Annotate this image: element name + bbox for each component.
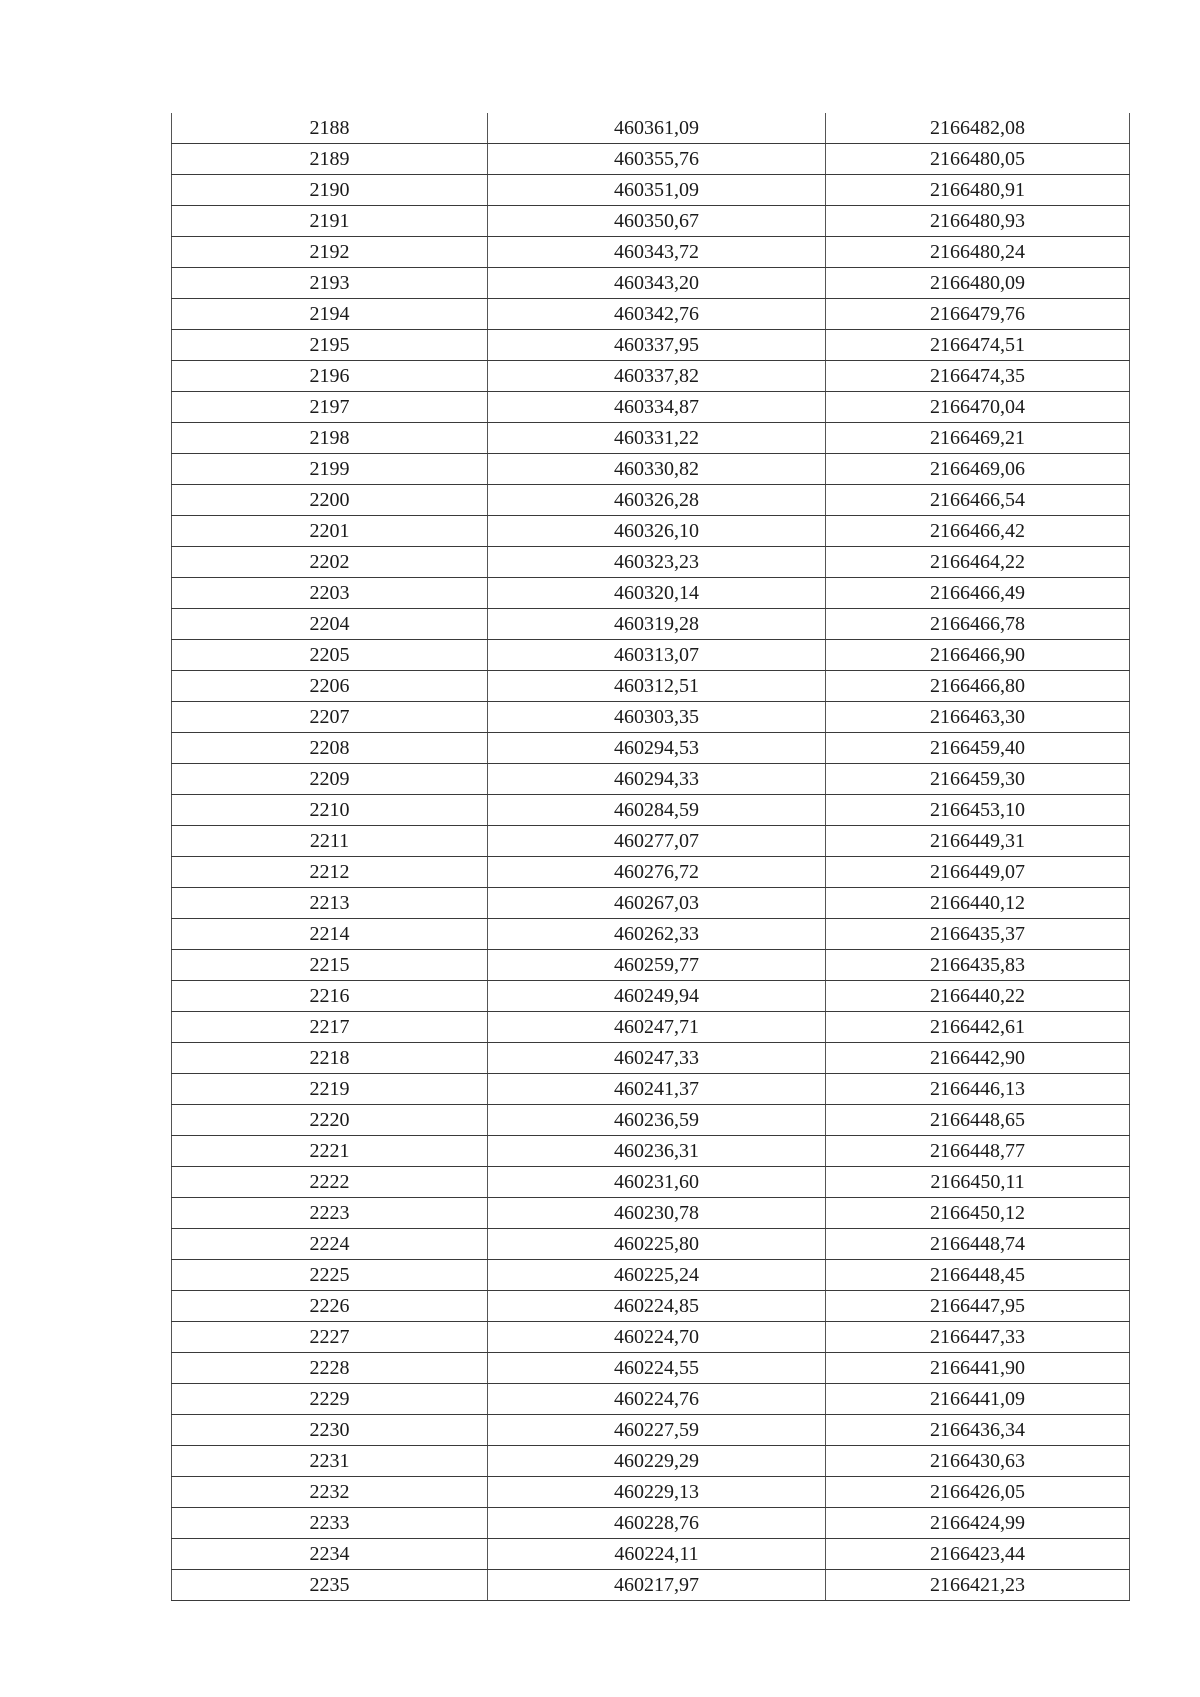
point-number-cell: 2194 [172, 299, 488, 330]
x-coordinate-cell: 460276,72 [488, 857, 826, 888]
point-number-cell: 2232 [172, 1477, 488, 1508]
y-coordinate-cell: 2166448,74 [826, 1229, 1130, 1260]
y-coordinate-cell: 2166448,77 [826, 1136, 1130, 1167]
table-row [172, 950, 1130, 981]
table-row [172, 671, 1130, 702]
y-coordinate-cell: 2166446,13 [826, 1074, 1130, 1105]
x-coordinate-cell: 460330,82 [488, 454, 826, 485]
x-coordinate-cell: 460259,77 [488, 950, 826, 981]
x-coordinate-cell: 460320,14 [488, 578, 826, 609]
table-row [172, 454, 1130, 485]
x-coordinate-cell: 460236,59 [488, 1105, 826, 1136]
table-row [172, 1105, 1130, 1136]
table-row [172, 113, 1130, 144]
point-number-cell: 2191 [172, 206, 488, 237]
y-coordinate-cell: 2166470,04 [826, 392, 1130, 423]
point-number-cell: 2234 [172, 1539, 488, 1570]
x-coordinate-cell: 460227,59 [488, 1415, 826, 1446]
table-row [172, 423, 1130, 454]
point-number-cell: 2210 [172, 795, 488, 826]
y-coordinate-cell: 2166474,35 [826, 361, 1130, 392]
point-number-cell: 2206 [172, 671, 488, 702]
table-row [172, 485, 1130, 516]
x-coordinate-cell: 460229,13 [488, 1477, 826, 1508]
y-coordinate-cell: 2166442,90 [826, 1043, 1130, 1074]
y-coordinate-cell: 2166449,31 [826, 826, 1130, 857]
y-coordinate-cell: 2166480,09 [826, 268, 1130, 299]
x-coordinate-cell: 460231,60 [488, 1167, 826, 1198]
y-coordinate-cell: 2166436,34 [826, 1415, 1130, 1446]
table-row [172, 1136, 1130, 1167]
point-number-cell: 2205 [172, 640, 488, 671]
x-coordinate-cell: 460337,82 [488, 361, 826, 392]
y-coordinate-cell: 2166469,21 [826, 423, 1130, 454]
x-coordinate-cell: 460262,33 [488, 919, 826, 950]
point-number-cell: 2207 [172, 702, 488, 733]
point-number-cell: 2229 [172, 1384, 488, 1415]
point-number-cell: 2214 [172, 919, 488, 950]
y-coordinate-cell: 2166466,54 [826, 485, 1130, 516]
table-row [172, 268, 1130, 299]
x-coordinate-cell: 460224,55 [488, 1353, 826, 1384]
table-row [172, 826, 1130, 857]
x-coordinate-cell: 460277,07 [488, 826, 826, 857]
point-number-cell: 2211 [172, 826, 488, 857]
table-row [172, 144, 1130, 175]
table-row [172, 1043, 1130, 1074]
y-coordinate-cell: 2166480,24 [826, 237, 1130, 268]
point-number-cell: 2195 [172, 330, 488, 361]
y-coordinate-cell: 2166466,49 [826, 578, 1130, 609]
y-coordinate-cell: 2166441,90 [826, 1353, 1130, 1384]
x-coordinate-cell: 460217,97 [488, 1570, 826, 1601]
y-coordinate-cell: 2166466,42 [826, 516, 1130, 547]
x-coordinate-cell: 460267,03 [488, 888, 826, 919]
table-row [172, 1384, 1130, 1415]
point-number-cell: 2231 [172, 1446, 488, 1477]
table-row [172, 1012, 1130, 1043]
x-coordinate-cell: 460319,28 [488, 609, 826, 640]
y-coordinate-cell: 2166447,33 [826, 1322, 1130, 1353]
point-number-cell: 2200 [172, 485, 488, 516]
y-coordinate-cell: 2166480,05 [826, 144, 1130, 175]
y-coordinate-cell: 2166440,12 [826, 888, 1130, 919]
point-number-cell: 2202 [172, 547, 488, 578]
x-coordinate-cell: 460334,87 [488, 392, 826, 423]
table-row [172, 1198, 1130, 1229]
point-number-cell: 2208 [172, 733, 488, 764]
x-coordinate-cell: 460224,11 [488, 1539, 826, 1570]
y-coordinate-cell: 2166459,40 [826, 733, 1130, 764]
x-coordinate-cell: 460326,10 [488, 516, 826, 547]
point-number-cell: 2227 [172, 1322, 488, 1353]
y-coordinate-cell: 2166447,95 [826, 1291, 1130, 1322]
x-coordinate-cell: 460294,53 [488, 733, 826, 764]
point-number-cell: 2217 [172, 1012, 488, 1043]
point-number-cell: 2215 [172, 950, 488, 981]
x-coordinate-cell: 460225,24 [488, 1260, 826, 1291]
table-row [172, 1353, 1130, 1384]
table-row [172, 857, 1130, 888]
point-number-cell: 2235 [172, 1570, 488, 1601]
y-coordinate-cell: 2166464,22 [826, 547, 1130, 578]
point-number-cell: 2212 [172, 857, 488, 888]
y-coordinate-cell: 2166466,78 [826, 609, 1130, 640]
point-number-cell: 2224 [172, 1229, 488, 1260]
table-row [172, 1322, 1130, 1353]
table-row [172, 795, 1130, 826]
x-coordinate-cell: 460351,09 [488, 175, 826, 206]
x-coordinate-cell: 460343,20 [488, 268, 826, 299]
table-row [172, 299, 1130, 330]
table-row [172, 1074, 1130, 1105]
x-coordinate-cell: 460228,76 [488, 1508, 826, 1539]
table-row [172, 330, 1130, 361]
x-coordinate-cell: 460355,76 [488, 144, 826, 175]
point-number-cell: 2230 [172, 1415, 488, 1446]
point-number-cell: 2192 [172, 237, 488, 268]
table-row [172, 1260, 1130, 1291]
x-coordinate-cell: 460331,22 [488, 423, 826, 454]
point-number-cell: 2218 [172, 1043, 488, 1074]
x-coordinate-cell: 460361,09 [488, 113, 826, 144]
x-coordinate-cell: 460247,71 [488, 1012, 826, 1043]
x-coordinate-cell: 460247,33 [488, 1043, 826, 1074]
y-coordinate-cell: 2166469,06 [826, 454, 1130, 485]
table-row [172, 1415, 1130, 1446]
y-coordinate-cell: 2166442,61 [826, 1012, 1130, 1043]
y-coordinate-cell: 2166440,22 [826, 981, 1130, 1012]
x-coordinate-cell: 460284,59 [488, 795, 826, 826]
point-number-cell: 2226 [172, 1291, 488, 1322]
table-row [172, 981, 1130, 1012]
x-coordinate-cell: 460224,76 [488, 1384, 826, 1415]
table-row [172, 175, 1130, 206]
x-coordinate-cell: 460230,78 [488, 1198, 826, 1229]
table-row [172, 702, 1130, 733]
x-coordinate-cell: 460343,72 [488, 237, 826, 268]
y-coordinate-cell: 2166482,08 [826, 113, 1130, 144]
x-coordinate-cell: 460236,31 [488, 1136, 826, 1167]
point-number-cell: 2193 [172, 268, 488, 299]
point-number-cell: 2198 [172, 423, 488, 454]
point-number-cell: 2221 [172, 1136, 488, 1167]
point-number-cell: 2219 [172, 1074, 488, 1105]
coordinates-table [171, 113, 1130, 1601]
point-number-cell: 2204 [172, 609, 488, 640]
table-row [172, 1508, 1130, 1539]
y-coordinate-cell: 2166479,76 [826, 299, 1130, 330]
y-coordinate-cell: 2166424,99 [826, 1508, 1130, 1539]
y-coordinate-cell: 2166423,44 [826, 1539, 1130, 1570]
table-row [172, 237, 1130, 268]
table-row [172, 1570, 1130, 1601]
point-number-cell: 2196 [172, 361, 488, 392]
point-number-cell: 2201 [172, 516, 488, 547]
table-row [172, 578, 1130, 609]
point-number-cell: 2188 [172, 113, 488, 144]
table-row [172, 764, 1130, 795]
point-number-cell: 2199 [172, 454, 488, 485]
point-number-cell: 2209 [172, 764, 488, 795]
y-coordinate-cell: 2166448,65 [826, 1105, 1130, 1136]
point-number-cell: 2213 [172, 888, 488, 919]
x-coordinate-cell: 460337,95 [488, 330, 826, 361]
y-coordinate-cell: 2166450,12 [826, 1198, 1130, 1229]
point-number-cell: 2233 [172, 1508, 488, 1539]
table-row [172, 516, 1130, 547]
y-coordinate-cell: 2166480,93 [826, 206, 1130, 237]
x-coordinate-cell: 460323,23 [488, 547, 826, 578]
point-number-cell: 2190 [172, 175, 488, 206]
x-coordinate-cell: 460224,70 [488, 1322, 826, 1353]
x-coordinate-cell: 460303,35 [488, 702, 826, 733]
x-coordinate-cell: 460313,07 [488, 640, 826, 671]
table-row [172, 733, 1130, 764]
table-row [172, 919, 1130, 950]
x-coordinate-cell: 460225,80 [488, 1229, 826, 1260]
y-coordinate-cell: 2166421,23 [826, 1570, 1130, 1601]
x-coordinate-cell: 460249,94 [488, 981, 826, 1012]
y-coordinate-cell: 2166450,11 [826, 1167, 1130, 1198]
x-coordinate-cell: 460229,29 [488, 1446, 826, 1477]
x-coordinate-cell: 460294,33 [488, 764, 826, 795]
point-number-cell: 2189 [172, 144, 488, 175]
table-row [172, 1167, 1130, 1198]
x-coordinate-cell: 460241,37 [488, 1074, 826, 1105]
table-row [172, 361, 1130, 392]
point-number-cell: 2228 [172, 1353, 488, 1384]
x-coordinate-cell: 460326,28 [488, 485, 826, 516]
table-row [172, 1446, 1130, 1477]
y-coordinate-cell: 2166430,63 [826, 1446, 1130, 1477]
x-coordinate-cell: 460350,67 [488, 206, 826, 237]
table-row [172, 206, 1130, 237]
y-coordinate-cell: 2166448,45 [826, 1260, 1130, 1291]
y-coordinate-cell: 2166435,37 [826, 919, 1130, 950]
point-number-cell: 2203 [172, 578, 488, 609]
y-coordinate-cell: 2166426,05 [826, 1477, 1130, 1508]
table-row [172, 1291, 1130, 1322]
y-coordinate-cell: 2166466,80 [826, 671, 1130, 702]
x-coordinate-cell: 460342,76 [488, 299, 826, 330]
table-row [172, 392, 1130, 423]
y-coordinate-cell: 2166449,07 [826, 857, 1130, 888]
table-row [172, 888, 1130, 919]
table-row [172, 1229, 1130, 1260]
x-coordinate-cell: 460312,51 [488, 671, 826, 702]
point-number-cell: 2222 [172, 1167, 488, 1198]
point-number-cell: 2197 [172, 392, 488, 423]
table-row [172, 1477, 1130, 1508]
point-number-cell: 2225 [172, 1260, 488, 1291]
table-row [172, 640, 1130, 671]
point-number-cell: 2223 [172, 1198, 488, 1229]
point-number-cell: 2216 [172, 981, 488, 1012]
table-row [172, 1539, 1130, 1570]
y-coordinate-cell: 2166480,91 [826, 175, 1130, 206]
table-row [172, 609, 1130, 640]
y-coordinate-cell: 2166474,51 [826, 330, 1130, 361]
point-number-cell: 2220 [172, 1105, 488, 1136]
coordinates-table-body [172, 113, 1130, 1601]
y-coordinate-cell: 2166463,30 [826, 702, 1130, 733]
y-coordinate-cell: 2166466,90 [826, 640, 1130, 671]
y-coordinate-cell: 2166435,83 [826, 950, 1130, 981]
x-coordinate-cell: 460224,85 [488, 1291, 826, 1322]
y-coordinate-cell: 2166459,30 [826, 764, 1130, 795]
y-coordinate-cell: 2166453,10 [826, 795, 1130, 826]
table-row [172, 547, 1130, 578]
y-coordinate-cell: 2166441,09 [826, 1384, 1130, 1415]
